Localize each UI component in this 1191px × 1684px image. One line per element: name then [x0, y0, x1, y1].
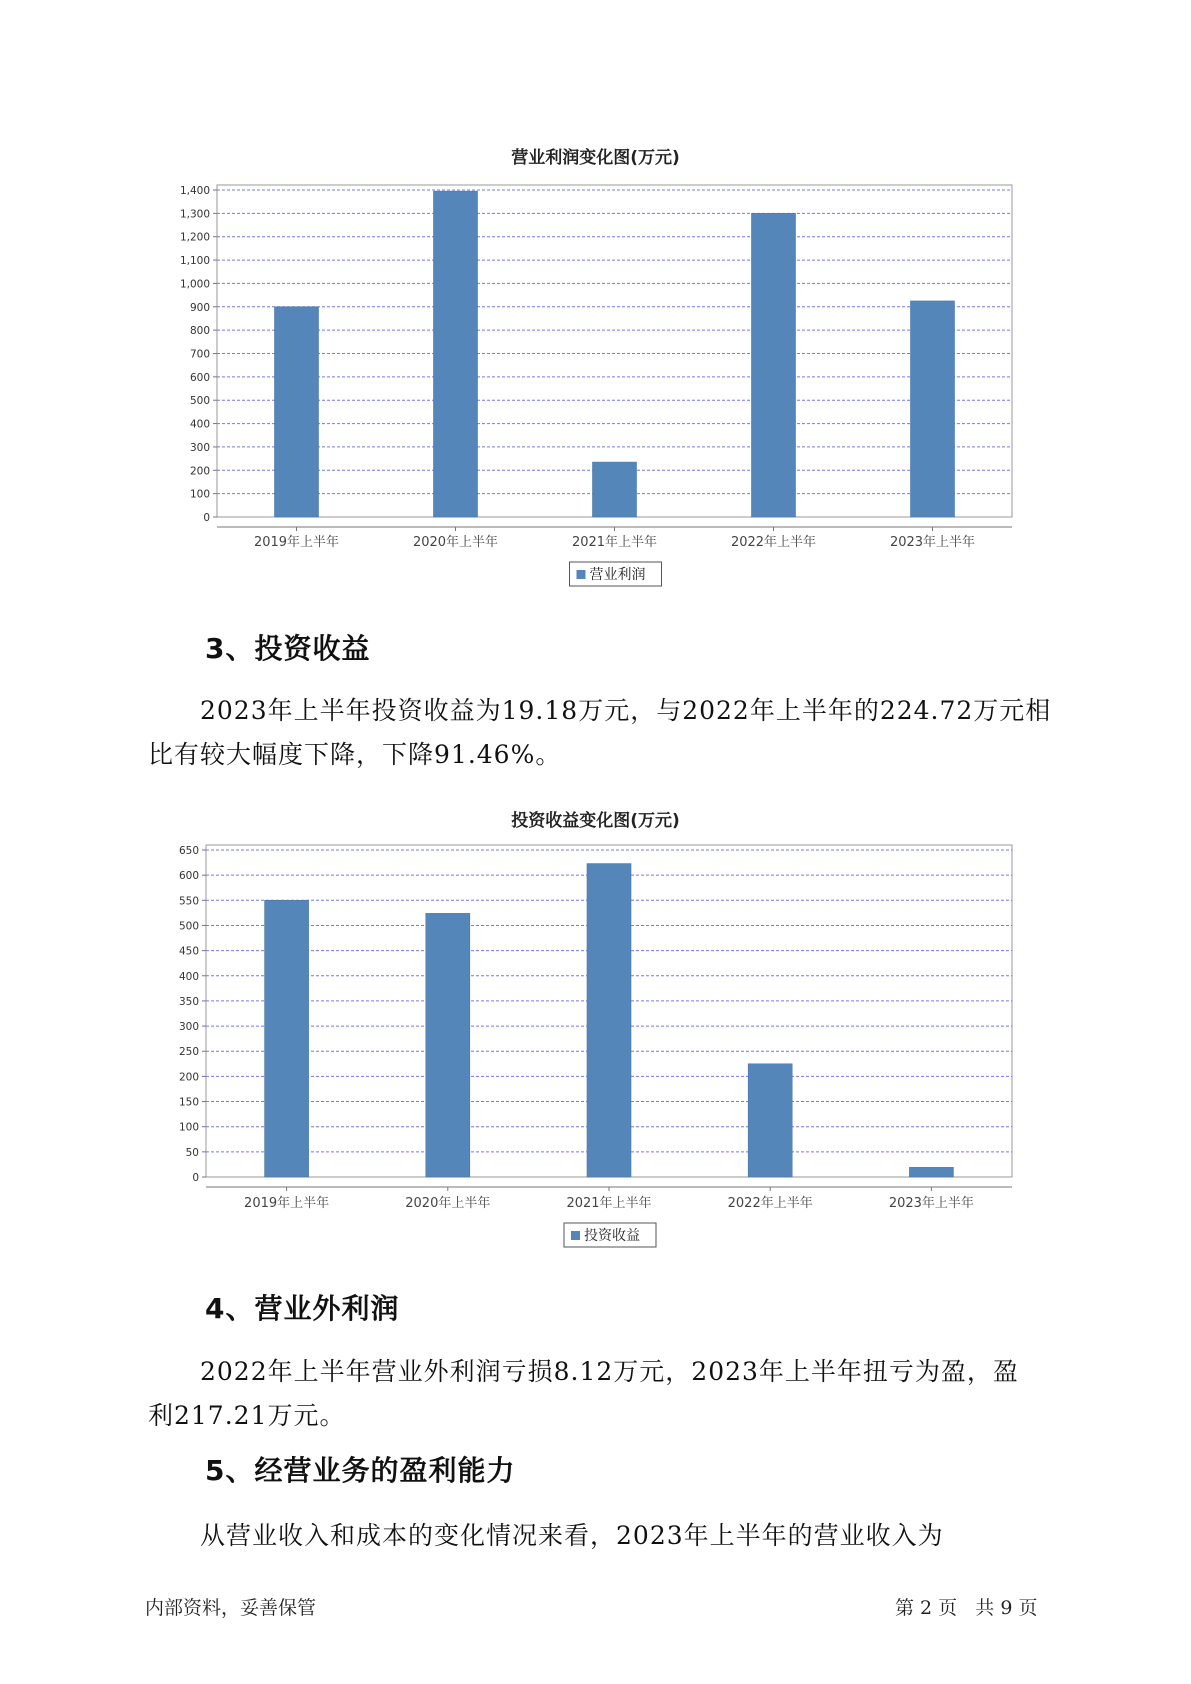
y-tick-label: 600 — [189, 371, 210, 384]
y-tick-label: 700 — [189, 348, 210, 361]
x-tick-label: 2020年上半年 — [405, 1196, 491, 1211]
x-tick-label: 2022年上半年 — [727, 1196, 813, 1211]
bar — [434, 191, 478, 517]
y-tick-label: 1,200 — [179, 231, 210, 244]
bar — [587, 864, 631, 1177]
legend-swatch — [577, 570, 586, 579]
y-tick-label: 50 — [185, 1146, 199, 1159]
y-tick-label: 300 — [189, 441, 210, 454]
operating-profit-chart — [0, 170, 1191, 590]
bar — [265, 900, 309, 1177]
y-tick-label: 150 — [178, 1096, 199, 1109]
y-tick-label: 450 — [178, 945, 199, 958]
chart-title-operating-profit: 营业利润变化图(万元) — [511, 148, 680, 168]
investment-income-chart — [0, 832, 1191, 1252]
y-tick-label: 0 — [192, 1172, 199, 1184]
bar — [911, 301, 955, 517]
x-tick-label: 2021年上半年 — [566, 1196, 652, 1211]
y-tick-label: 400 — [178, 970, 199, 983]
paragraph-line: 利217.21万元。 — [148, 1401, 346, 1430]
x-tick-label: 2023年上半年 — [889, 535, 976, 550]
section-heading-profitability: 5、经营业务的盈利能力 — [205, 1454, 516, 1487]
x-tick-label: 2019年上半年 — [253, 535, 340, 550]
bar — [752, 213, 796, 517]
bar — [426, 913, 470, 1177]
x-tick-label: 2021年上半年 — [571, 535, 658, 550]
y-tick-label: 550 — [178, 895, 199, 908]
y-tick-label: 100 — [189, 488, 210, 501]
y-tick-label: 350 — [178, 995, 199, 1008]
chart-title-investment-income: 投资收益变化图(万元) — [511, 811, 680, 831]
x-tick-label: 2019年上半年 — [244, 1196, 330, 1211]
bar — [909, 1167, 953, 1177]
x-tick-label: 2023年上半年 — [888, 1196, 974, 1211]
bar — [748, 1064, 792, 1177]
x-tick-label: 2020年上半年 — [412, 535, 499, 550]
y-tick-label: 800 — [189, 325, 210, 338]
y-tick-label: 400 — [189, 418, 210, 431]
paragraph-line: 2023年上半年投资收益为19.18万元，与2022年上半年的224.72万元相 — [200, 696, 1052, 725]
footer-page-number: 第 2 页 共 9 页 — [895, 1597, 1038, 1619]
legend-label: 营业利润 — [589, 567, 646, 583]
paragraph-line: 2022年上半年营业外利润亏损8.12万元，2023年上半年扭亏为盈，盈 — [200, 1357, 1019, 1386]
footer-confidential-note: 内部资料，妥善保管 — [145, 1597, 317, 1619]
y-tick-label: 1,400 — [179, 185, 210, 197]
y-tick-label: 650 — [178, 845, 199, 857]
y-tick-label: 100 — [178, 1121, 199, 1134]
paragraph-line: 比有较大幅度下降，下降91.46%。 — [148, 740, 562, 769]
y-tick-label: 600 — [178, 870, 199, 883]
y-tick-label: 500 — [178, 920, 199, 933]
y-tick-label: 300 — [178, 1021, 199, 1034]
y-tick-label: 250 — [178, 1046, 199, 1059]
y-tick-label: 1,000 — [179, 278, 210, 291]
y-tick-label: 1,300 — [179, 208, 210, 221]
bar — [275, 307, 319, 517]
bar — [593, 462, 637, 517]
y-tick-label: 200 — [189, 465, 210, 478]
paragraph-line: 从营业收入和成本的变化情况来看，2023年上半年的营业收入为 — [200, 1521, 944, 1550]
legend-swatch — [571, 1231, 580, 1240]
y-tick-label: 1,100 — [179, 255, 210, 268]
y-tick-label: 200 — [178, 1071, 199, 1084]
section-heading-non-operating-profit: 4、营业外利润 — [205, 1292, 400, 1325]
section-heading-investment-income: 3、投资收益 — [205, 632, 371, 665]
y-tick-label: 500 — [189, 395, 210, 408]
y-tick-label: 0 — [203, 512, 210, 524]
legend-label: 投资收益 — [584, 1228, 640, 1244]
y-tick-label: 900 — [189, 301, 210, 314]
x-tick-label: 2022年上半年 — [730, 535, 817, 550]
